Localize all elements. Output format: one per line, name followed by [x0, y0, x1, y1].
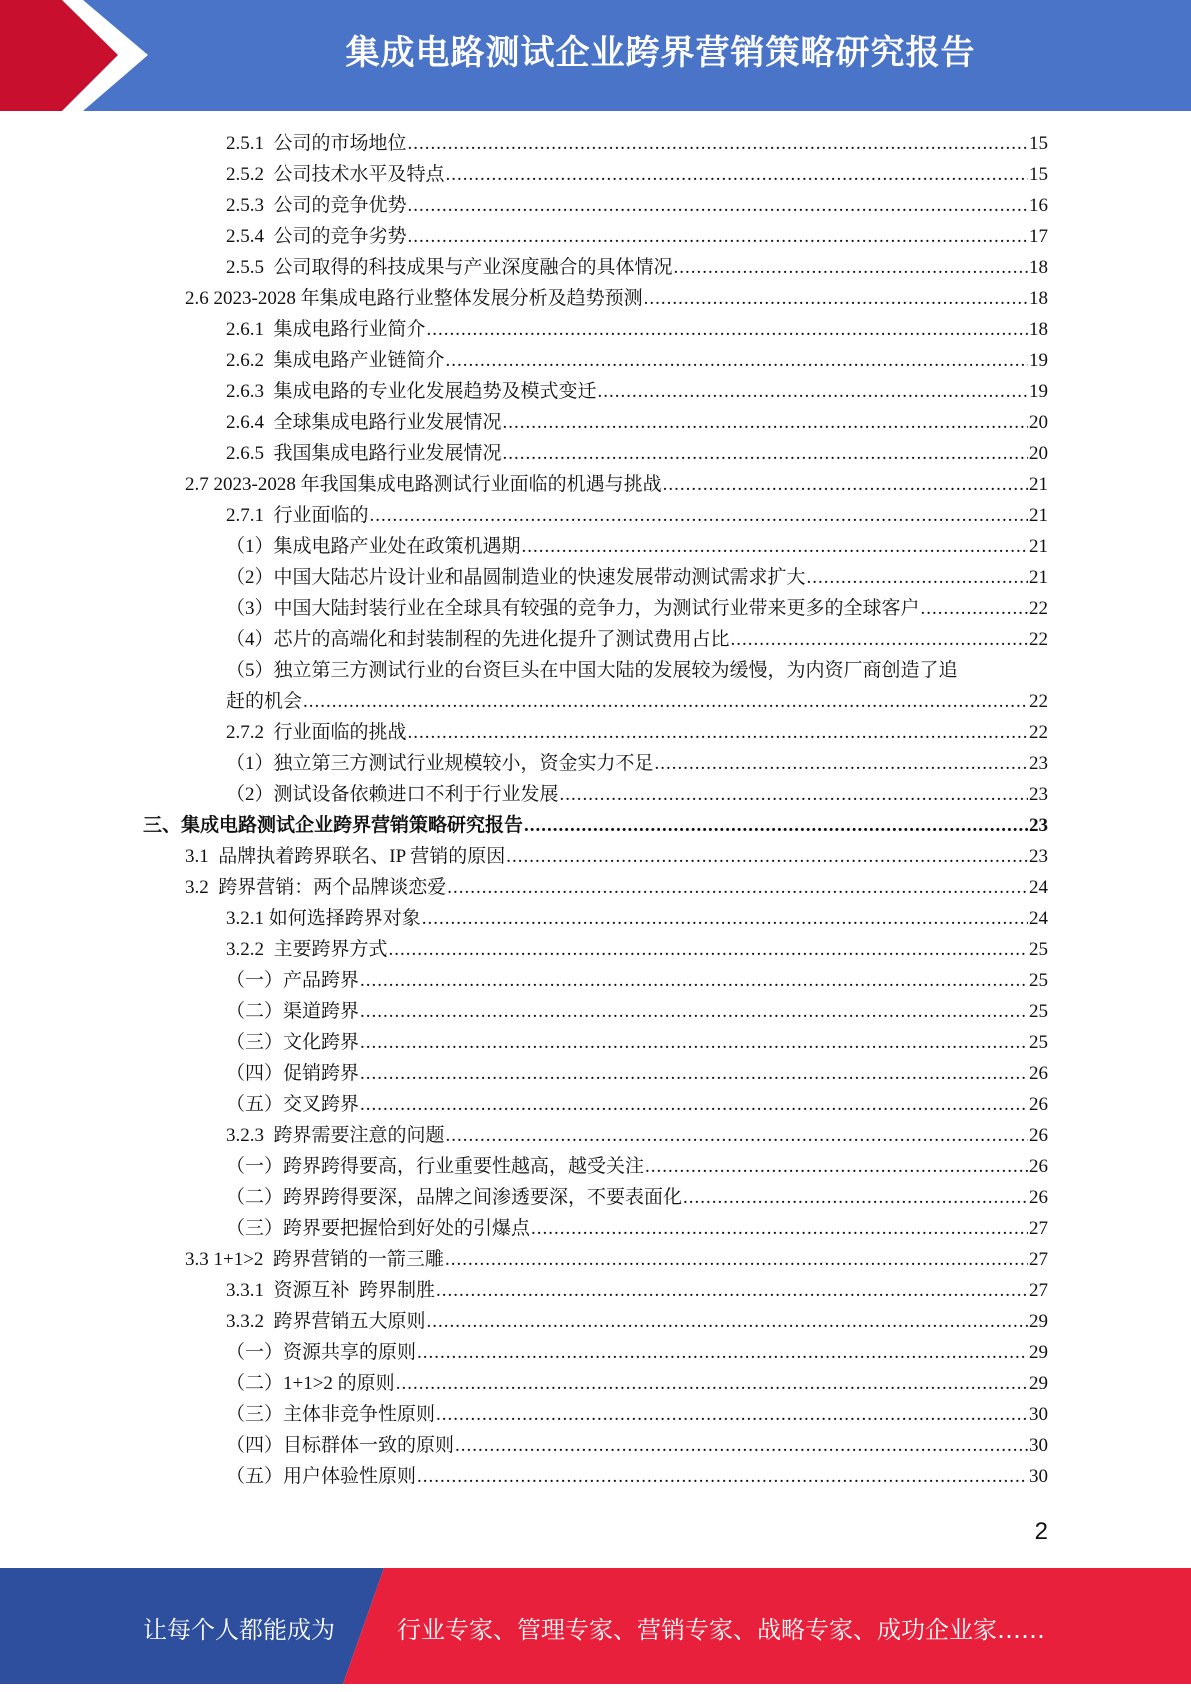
- toc-leader-dots: [807, 562, 1028, 593]
- toc-entry-title: （三）跨界要把握恰到好处的引爆点: [226, 1218, 531, 1239]
- toc-leader-dots: [360, 1089, 1028, 1120]
- toc-page-number: 15: [1029, 164, 1048, 185]
- toc-page-number: 24: [1029, 877, 1048, 898]
- toc-leader-dots: [446, 1120, 1028, 1151]
- toc-entry-title: （一）资源共享的原则: [226, 1342, 417, 1363]
- toc-entry[interactable]: [226, 345, 1048, 376]
- toc-page-number: 26: [1029, 1125, 1048, 1146]
- toc-entry[interactable]: [226, 500, 1048, 531]
- toc-entry[interactable]: [226, 407, 1048, 438]
- toc-page-number: 21: [1029, 505, 1048, 526]
- toc-page-number: 23: [1029, 846, 1048, 867]
- toc-entry[interactable]: [226, 314, 1048, 345]
- toc-page-number: 24: [1029, 908, 1048, 929]
- toc-entry[interactable]: [226, 221, 1048, 252]
- toc-page-number: 25: [1029, 939, 1048, 960]
- toc-entry[interactable]: [226, 1306, 1048, 1337]
- toc-entry[interactable]: [226, 1337, 1048, 1368]
- toc-page-number: 26: [1029, 1156, 1048, 1177]
- toc-entry[interactable]: [226, 1182, 1048, 1213]
- toc-page-number: 27: [1029, 1249, 1048, 1270]
- toc-page-number: 26: [1029, 1094, 1048, 1115]
- toc-page-number: 20: [1029, 443, 1048, 464]
- toc-leader-dots: [506, 841, 1028, 872]
- toc-entry[interactable]: [226, 190, 1048, 221]
- toc-entry[interactable]: [226, 1368, 1048, 1399]
- toc-entry[interactable]: [226, 996, 1048, 1027]
- toc-entry-title: （二）跨界跨得要深，品牌之间渗透要深，不要表面化: [226, 1187, 683, 1208]
- toc-page-number: 30: [1029, 1435, 1048, 1456]
- toc-entry-title: （五）用户体验性原则: [226, 1466, 417, 1487]
- toc-page-number: 29: [1029, 1342, 1048, 1363]
- toc-page-number: 21: [1029, 474, 1048, 495]
- toc-leader-dots: [445, 1244, 1028, 1275]
- toc-entry-title: 3.2.1 如何选择跨界对象: [226, 908, 421, 929]
- toc-entry-title: （三）主体非竞争性原则: [226, 1404, 436, 1425]
- toc-leader-dots: [417, 1461, 1028, 1492]
- toc-page-number: 21: [1029, 567, 1048, 588]
- toc-entry[interactable]: [226, 1120, 1048, 1151]
- toc-leader-dots: [370, 500, 1028, 531]
- toc-page-number: 27: [1029, 1218, 1048, 1239]
- toc-entry-title: 2.5.5 公司取得的科技成果与产业深度融合的具体情况: [226, 257, 673, 278]
- toc-page-number: 21: [1029, 536, 1048, 557]
- toc-leader-dots: [674, 252, 1028, 283]
- toc-entry[interactable]: [226, 1089, 1048, 1120]
- toc-leader-dots: [560, 779, 1028, 810]
- toc-leader-dots: [427, 1306, 1028, 1337]
- toc-entry-title: （4）芯片的高端化和封装制程的先进化提升了测试费用占比: [226, 629, 730, 650]
- toc-entry-title: 3.2.2 主要跨界方式: [226, 939, 388, 960]
- toc-page-number: 22: [1029, 691, 1048, 712]
- toc-entry[interactable]: [226, 252, 1048, 283]
- toc-entry-title: 2.7.2 行业面临的挑战: [226, 722, 407, 743]
- toc-entry-title: 3.1 品牌执着跨界联名、IP 营销的原因: [185, 846, 506, 867]
- toc-leader-dots: [531, 1213, 1028, 1244]
- toc-leader-dots: [644, 283, 1028, 314]
- toc-leader-dots: [503, 438, 1028, 469]
- toc-entry[interactable]: [185, 1244, 1048, 1275]
- toc-entry[interactable]: [226, 1151, 1048, 1182]
- toc-page-number: 20: [1029, 412, 1048, 433]
- toc-leader-dots: [427, 314, 1028, 345]
- toc-entry[interactable]: [226, 438, 1048, 469]
- toc-entry-title: 3.3 1+1>2 跨界营销的一箭三雕: [185, 1249, 444, 1270]
- toc-entry-title: 3.2 跨界营销：两个品牌谈恋爱: [185, 877, 447, 898]
- toc-leader-dots: [663, 469, 1028, 500]
- toc-leader-dots: [446, 345, 1028, 376]
- toc-entry-title: 2.6.2 集成电路产业链简介: [226, 350, 445, 371]
- toc-entry[interactable]: [185, 283, 1048, 314]
- toc-entry[interactable]: [226, 1275, 1048, 1306]
- toc-entry[interactable]: [226, 562, 1048, 593]
- toc-leader-dots: [921, 593, 1028, 624]
- toc-page-number: 22: [1029, 722, 1048, 743]
- toc-leader-dots: [598, 376, 1028, 407]
- toc-entry-title: 2.5.2 公司技术水平及特点: [226, 164, 445, 185]
- toc-entry-title: （一）产品跨界: [226, 970, 360, 991]
- toc-page-number: 19: [1029, 350, 1048, 371]
- toc-entry[interactable]: [226, 934, 1048, 965]
- toc-page-number: 18: [1029, 319, 1048, 340]
- toc-leader-dots: [655, 748, 1028, 779]
- toc-leader-dots: [683, 1182, 1028, 1213]
- toc-entry[interactable]: [226, 1430, 1048, 1461]
- toc-page-number: 23: [1029, 753, 1048, 774]
- footer-slogan-left: 让每个人都能成为: [143, 1616, 335, 1644]
- toc-page-number: 30: [1029, 1466, 1048, 1487]
- toc-leader-dots: [446, 159, 1028, 190]
- toc-entry[interactable]: [226, 779, 1048, 810]
- toc-page-number: 22: [1029, 629, 1048, 650]
- toc-entry[interactable]: [226, 903, 1048, 934]
- toc-page-number: 29: [1029, 1311, 1048, 1332]
- toc-leader-dots: [417, 1337, 1028, 1368]
- footer-banner: [0, 1568, 1191, 1684]
- toc-entry-title: （2）测试设备依赖进口不利于行业发展: [226, 784, 559, 805]
- toc-leader-dots: [396, 1368, 1028, 1399]
- toc-entry[interactable]: [226, 1461, 1048, 1492]
- toc-leader-dots: [408, 221, 1028, 252]
- toc-entry-title: （四）促销跨界: [226, 1063, 360, 1084]
- toc-entry-title: （二）1+1>2 的原则: [226, 1373, 395, 1394]
- toc-entry-title: 2.5.3 公司的竞争优势: [226, 195, 407, 216]
- toc-entry-title: （2）中国大陆芯片设计业和晶圆制造业的快速发展带动测试需求扩大: [226, 567, 806, 588]
- toc-entry[interactable]: [143, 810, 1048, 841]
- toc-entry-title: 2.7 2023-2028 年我国集成电路测试行业面临的机遇与挑战: [185, 474, 662, 495]
- toc-entry-title: 2.6.3 集成电路的专业化发展趋势及模式变迁: [226, 381, 597, 402]
- toc-entry-title: 2.6.5 我国集成电路行业发展情况: [226, 443, 502, 464]
- toc-entry[interactable]: [226, 376, 1048, 407]
- toc-leader-dots: [731, 624, 1028, 655]
- toc-leader-dots: [408, 190, 1028, 221]
- toc-leader-dots: [360, 965, 1028, 996]
- toc-leader-dots: [303, 686, 1028, 717]
- toc-page-number: 29: [1029, 1373, 1048, 1394]
- toc-leader-dots: [645, 1151, 1028, 1182]
- toc-page-number: 25: [1029, 1001, 1048, 1022]
- page-number: 2: [1034, 1518, 1048, 1545]
- toc-entry-title: （一）跨界跨得要高，行业重要性越高，越受关注: [226, 1156, 645, 1177]
- toc-entry-line: （5）独立第三方测试行业的台资巨头在中国大陆的发展较为缓慢，为内资厂商创造了追: [226, 660, 958, 681]
- toc-page-number: 18: [1029, 257, 1048, 278]
- toc-entry-title: 3.3.2 跨界营销五大原则: [226, 1311, 426, 1332]
- toc-leader-dots: [503, 407, 1028, 438]
- toc-page-number: 26: [1029, 1063, 1048, 1084]
- toc-leader-dots: [360, 1027, 1028, 1058]
- toc-entry-title: 3.2.3 跨界需要注意的问题: [226, 1125, 445, 1146]
- toc-page-number: 16: [1029, 195, 1048, 216]
- toc-entry-title: 2.5.4 公司的竞争劣势: [226, 226, 407, 247]
- toc-leader-dots: [408, 717, 1028, 748]
- toc-leader-dots: [360, 1058, 1028, 1089]
- toc-entry-title: （五）交叉跨界: [226, 1094, 360, 1115]
- toc-entry-title: 2.5.1 公司的市场地位: [226, 133, 407, 154]
- toc-entry-title: 赶的机会: [226, 691, 303, 712]
- toc-page-number: 25: [1029, 1032, 1048, 1053]
- toc-leader-dots: [436, 1275, 1028, 1306]
- report-title: 集成电路测试企业跨界营销策略研究报告: [345, 33, 976, 73]
- toc-page-number: 30: [1029, 1404, 1048, 1425]
- toc-entry-title: 三、集成电路测试企业跨界营销策略研究报告: [143, 815, 524, 836]
- toc-page-number: 23: [1029, 784, 1048, 805]
- toc-entry-title: （1）集成电路产业处在政策机遇期: [226, 536, 521, 557]
- toc-leader-dots: [422, 903, 1028, 934]
- toc-page-number: 23: [1029, 815, 1048, 836]
- toc-entry-title: 2.6.1 集成电路行业简介: [226, 319, 426, 340]
- toc-leader-dots: [522, 531, 1028, 562]
- toc-entry[interactable]: [226, 159, 1048, 190]
- toc-entry[interactable]: [226, 965, 1048, 996]
- toc-leader-dots: [408, 128, 1028, 159]
- toc-entry[interactable]: [226, 717, 1048, 748]
- toc-page-number: 15: [1029, 133, 1048, 154]
- toc-entry-title: （3）中国大陆封装行业在全球具有较强的竞争力，为测试行业带来更多的全球客户: [226, 598, 920, 619]
- toc-entry-title: 2.6 2023-2028 年集成电路行业整体发展分析及趋势预测: [185, 288, 643, 309]
- toc-entry[interactable]: [185, 841, 1048, 872]
- toc-entry-title: （三）文化跨界: [226, 1032, 360, 1053]
- toc-entry-title: 3.3.1 资源互补 跨界制胜: [226, 1280, 436, 1301]
- toc-page-number: 26: [1029, 1187, 1048, 1208]
- footer-slogan-right: 行业专家、管理专家、营销专家、战略专家、成功企业家……: [397, 1616, 1045, 1644]
- toc-leader-dots: [436, 1399, 1028, 1430]
- toc-entry[interactable]: [226, 593, 1048, 624]
- toc-leader-dots: [389, 934, 1028, 965]
- toc-page-number: 27: [1029, 1280, 1048, 1301]
- toc-entry-title: （1）独立第三方测试行业规模较小，资金实力不足: [226, 753, 654, 774]
- toc-entry-title: 2.6.4 全球集成电路行业发展情况: [226, 412, 502, 433]
- toc-leader-dots: [360, 996, 1028, 1027]
- toc-page-number: 22: [1029, 598, 1048, 619]
- toc-entry[interactable]: [185, 469, 1048, 500]
- toc-entry-title: （四）目标群体一致的原则: [226, 1435, 455, 1456]
- toc-entry[interactable]: [226, 1058, 1048, 1089]
- toc-entry[interactable]: [226, 128, 1048, 159]
- toc-entry[interactable]: [226, 531, 1048, 562]
- toc-leader-dots: [524, 810, 1028, 841]
- report-header: [0, 0, 1191, 111]
- toc-page-number: 18: [1029, 288, 1048, 309]
- toc-entry[interactable]: [226, 748, 1048, 779]
- toc-page-number: 19: [1029, 381, 1048, 402]
- toc-leader-dots: [447, 872, 1028, 903]
- toc-entry[interactable]: [226, 1399, 1048, 1430]
- toc-page-number: 17: [1029, 226, 1048, 247]
- toc-entry[interactable]: [226, 1213, 1048, 1244]
- toc-leader-dots: [455, 1430, 1028, 1461]
- toc-entry[interactable]: [226, 686, 1048, 717]
- toc-entry[interactable]: [226, 624, 1048, 655]
- toc-entry-title: 2.7.1 行业面临的: [226, 505, 369, 526]
- toc-entry[interactable]: [226, 1027, 1048, 1058]
- toc-entry[interactable]: [185, 872, 1048, 903]
- toc-entry-title: （二）渠道跨界: [226, 1001, 360, 1022]
- toc-page-number: 25: [1029, 970, 1048, 991]
